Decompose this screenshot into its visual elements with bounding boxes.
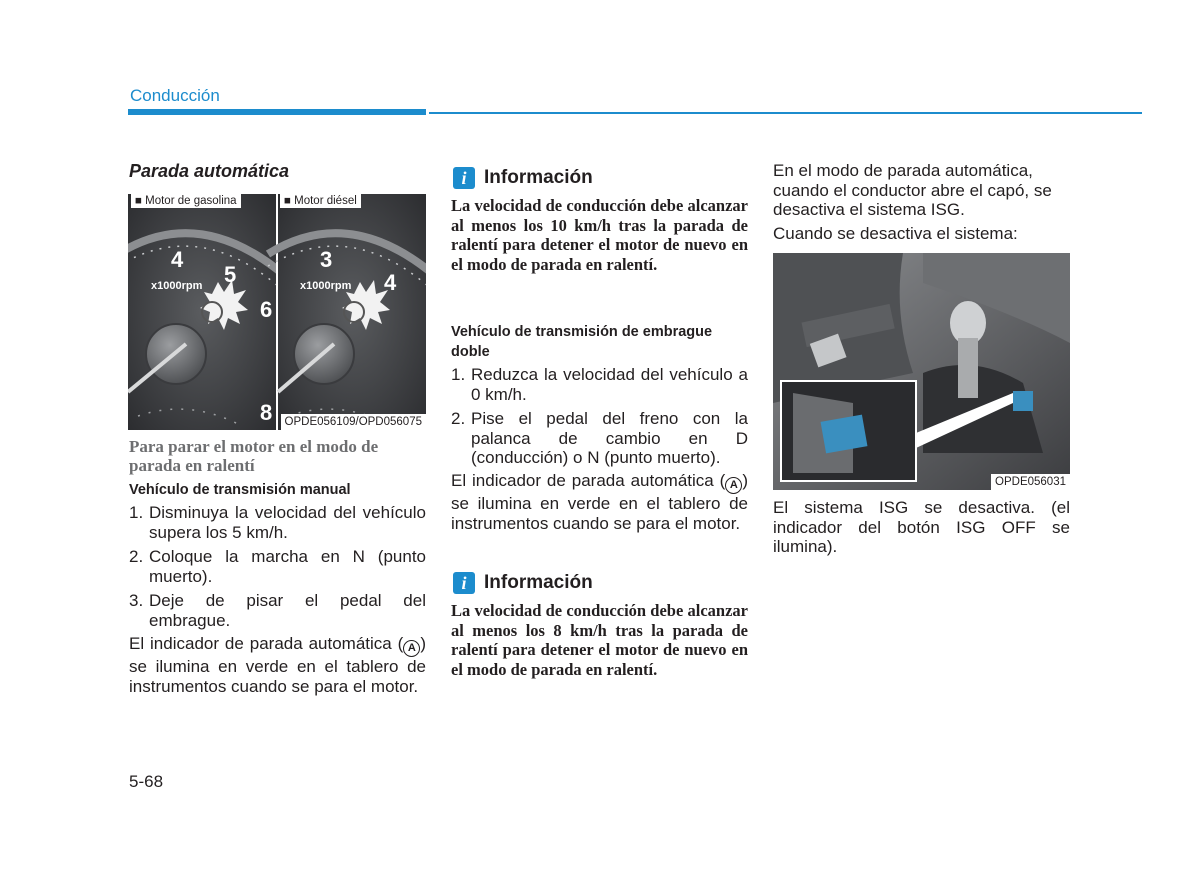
gauge-figure xyxy=(128,194,426,430)
list-item: 1. Disminuya la velocidad del vehículo supera los 5 km/h. xyxy=(129,503,426,542)
dct-steps xyxy=(451,365,748,473)
paragraph: En el modo de parada automática, cuando el conductor abre el capó, se desactiva el sistema ISG. xyxy=(773,161,1052,219)
page-number: 5-68 xyxy=(129,772,164,791)
dct-heading: Vehículo de transmisión de embrague doble xyxy=(451,324,713,360)
header-bar-thin xyxy=(429,112,1142,114)
section-header: Conducción xyxy=(130,86,220,105)
gauge-tick: 6 xyxy=(260,297,273,322)
gauge-unit-label: x1000rpm xyxy=(300,280,352,292)
gauge-tick: 8 xyxy=(260,400,273,425)
figure-caption: OPDE056031 xyxy=(991,474,1070,490)
auto-stop-icon: A xyxy=(403,640,420,657)
info-text: La velocidad de conducción debe alcanzar al menos los 10 km/h tras la parada de ralentí para detener el motor de nuevo en el modo de parada en ralentí. xyxy=(451,196,748,274)
subtitle: Para parar el motor en el modo de parada en ralentí xyxy=(129,437,379,475)
manual-heading: Vehículo de transmisión manual xyxy=(129,482,351,498)
gauge-illustration xyxy=(128,194,426,430)
figure-caption: OPDE056109/OPD056075 xyxy=(281,414,426,430)
indicator-paragraph: El indicador de parada automática ( A ) se ilumina en verde en el tablero de instrumentos cuando se para el motor. xyxy=(451,471,748,533)
gauge-tick: 4 xyxy=(171,247,184,272)
console-illustration xyxy=(773,253,1070,490)
list-item: 3. Deje de pisar el pedal del embrague. xyxy=(129,591,426,630)
header-bar-thick xyxy=(128,109,426,115)
list-item: 1. Reduzca la velocidad del vehículo a 0 km/h. xyxy=(451,365,748,404)
info-icon: i xyxy=(453,572,475,594)
gauge-unit-label: x1000rpm xyxy=(151,280,203,292)
paragraph: Cuando se desactiva el sistema: xyxy=(773,224,1018,243)
isg-button-figure xyxy=(773,253,1070,490)
info-heading: i Información xyxy=(451,167,593,189)
info-heading: i Información xyxy=(451,572,593,594)
figure-label-gasoline: ■ Motor de gasolina xyxy=(131,194,241,208)
list-item: 2. Pise el pedal del freno con la palanca de cambio en D (conducción) o N (punto muerto). xyxy=(451,409,748,467)
gauge-tick: 5 xyxy=(224,262,237,287)
figure-label-diesel: ■ Motor diésel xyxy=(280,194,361,208)
list-item: 2. Coloque la marcha en N (punto muerto). xyxy=(129,547,426,586)
auto-stop-icon: A xyxy=(725,477,742,494)
info-text: La velocidad de conducción debe alcanzar al menos los 8 km/h tras la parada de ralentí para detener el motor de nuevo en el modo de parada en ralentí. xyxy=(451,601,748,679)
gauge-tick: 4 xyxy=(384,270,397,295)
section-title: Parada automática xyxy=(129,161,290,181)
info-icon: i xyxy=(453,167,475,189)
gauge-tick: 3 xyxy=(320,247,333,272)
indicator-paragraph: El indicador de parada automática ( A ) se ilumina en verde en el tablero de instrumentos cuando se para el motor. xyxy=(129,634,426,696)
paragraph: El sistema ISG se desactiva. (el indicador del botón ISG OFF se ilumina). xyxy=(773,498,1070,556)
manual-steps xyxy=(129,503,426,635)
